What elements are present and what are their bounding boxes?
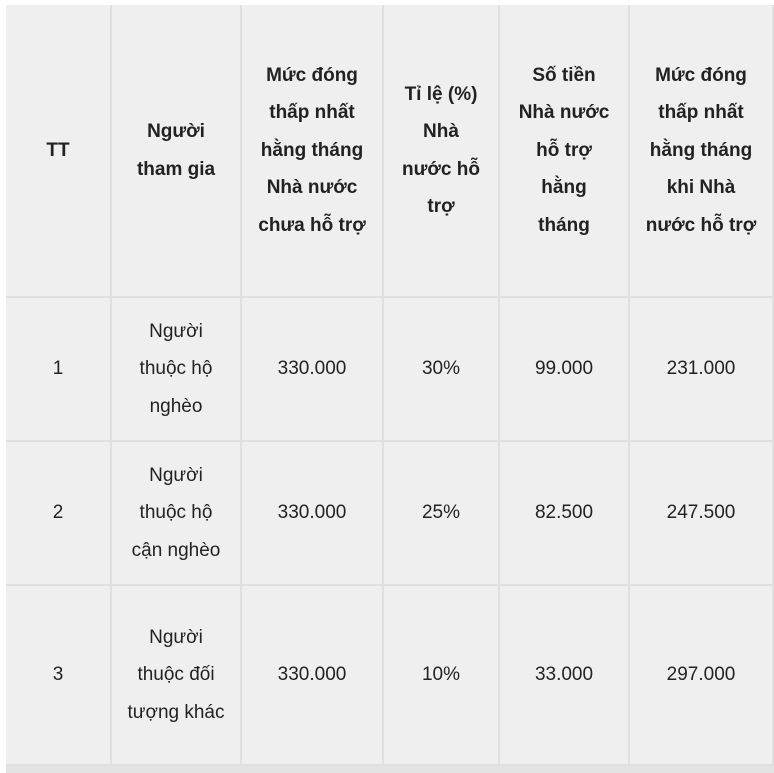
table-row xyxy=(6,442,774,586)
table-row xyxy=(6,298,774,442)
cell-min-contribution-supported: 247.500 xyxy=(630,442,774,586)
cell-participant: Người thuộc hộ nghèo xyxy=(112,298,242,442)
table-row xyxy=(6,586,774,766)
header-tt: TT xyxy=(6,5,112,298)
cell-participant: Người thuộc đối tượng khác xyxy=(112,586,242,766)
cell-support-amount: 82.500 xyxy=(500,442,630,586)
header-support-rate: Tỉ lệ (%) Nhà nước hỗ trợ xyxy=(384,5,500,298)
header-participant: Người tham gia xyxy=(112,5,242,298)
cell-min-contribution-unsupported: 330.000 xyxy=(242,442,384,586)
support-rate-table xyxy=(6,5,774,766)
cell-min-contribution-supported: 297.000 xyxy=(630,586,774,766)
header-min-contribution-supported: Mức đóng thấp nhất hằng tháng khi Nhà nước hỗ trợ xyxy=(630,5,774,298)
cell-tt: 3 xyxy=(6,586,112,766)
cell-min-contribution-supported: 231.000 xyxy=(630,298,774,442)
cell-participant: Người thuộc hộ cận nghèo xyxy=(112,442,242,586)
header-min-contribution-unsupported: Mức đóng thấp nhất hằng tháng Nhà nước chưa hỗ trợ xyxy=(242,5,384,298)
cell-support-amount: 99.000 xyxy=(500,298,630,442)
cell-tt: 1 xyxy=(6,298,112,442)
cell-tt: 2 xyxy=(6,442,112,586)
cell-support-rate: 30% xyxy=(384,298,500,442)
cell-support-rate: 25% xyxy=(384,442,500,586)
cell-support-amount: 33.000 xyxy=(500,586,630,766)
table-header-row xyxy=(6,5,774,298)
cell-min-contribution-unsupported: 330.000 xyxy=(242,298,384,442)
table-container xyxy=(6,5,774,773)
cell-support-rate: 10% xyxy=(384,586,500,766)
header-support-amount: Số tiền Nhà nước hỗ trợ hằng tháng xyxy=(500,5,630,298)
cell-min-contribution-unsupported: 330.000 xyxy=(242,586,384,766)
